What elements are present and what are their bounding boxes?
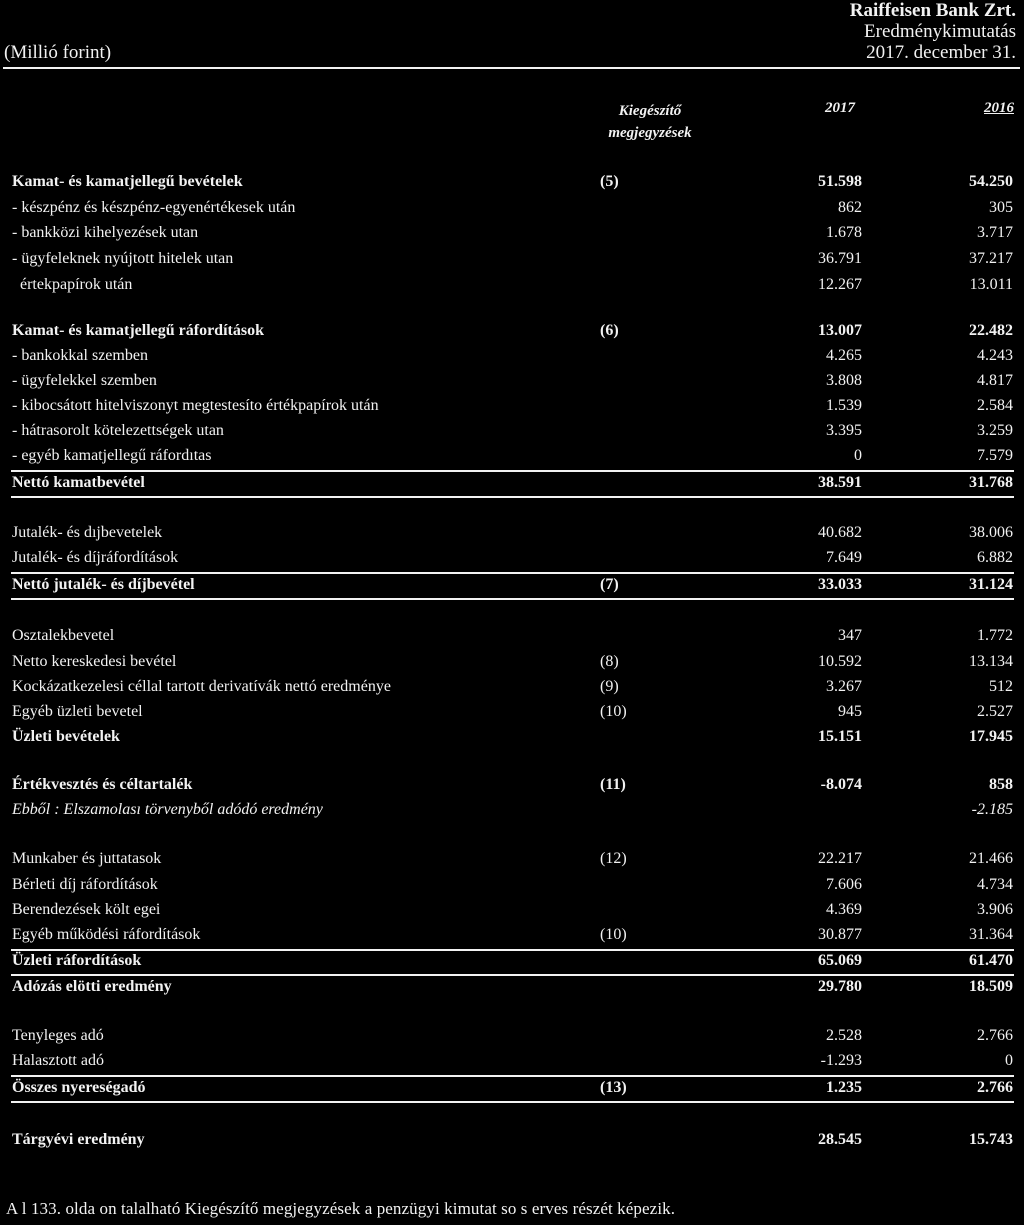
row-value-2016: 31.768: [969, 474, 1013, 491]
row-value-2016: 13.134: [969, 653, 1013, 670]
row-value-2016: 15.743: [969, 1131, 1013, 1148]
subtotal-rule: [11, 974, 1014, 976]
document-header: [850, 0, 1016, 63]
table-row: [0, 876, 1024, 900]
table-row: [0, 678, 1024, 702]
row-value-2016: -2.185: [971, 801, 1013, 818]
subtotal-rule: [11, 1101, 1014, 1103]
row-value-2016: 2.584: [977, 397, 1013, 414]
row-value-2016: 2.766: [977, 1027, 1013, 1044]
subtotal-rule: [11, 1075, 1014, 1077]
table-row: [0, 224, 1024, 248]
row-value-2017: 33.033: [818, 576, 862, 593]
row-value-2016: 18.509: [969, 978, 1013, 995]
row-value-2017: 36.791: [818, 250, 862, 267]
table-row: [0, 474, 1024, 498]
table-row: [0, 250, 1024, 274]
row-label: - készpénz és készpénz-egyenértékesek után: [12, 199, 296, 216]
row-value-2016: 37.217: [969, 250, 1013, 267]
row-label: Összes nyereségadó: [12, 1079, 146, 1096]
row-label: Kamat- és kamatjellegű bevételek: [12, 173, 243, 190]
table-row: [0, 1131, 1024, 1155]
row-value-2016: 512: [989, 678, 1013, 695]
subtotal-rule: [11, 470, 1014, 472]
row-value-2017: 40.682: [818, 524, 862, 541]
row-value-2017: -8.074: [820, 776, 862, 793]
row-label: Egyéb működési ráfordítások: [12, 926, 201, 943]
row-label: - ügyfeleknek nyújtott hitelek utan: [12, 250, 234, 267]
table-row: [0, 703, 1024, 727]
row-label: Munkaber és juttatasok: [12, 850, 162, 867]
row-note: (5): [600, 173, 619, 190]
row-label: értekpapírok után: [20, 276, 133, 293]
row-label: Osztalekbevetel: [12, 627, 115, 644]
row-value-2016: 4.243: [977, 347, 1013, 364]
row-value-2016: 4.734: [977, 876, 1013, 893]
row-label: Berendezések költ egei: [12, 901, 161, 918]
table-row: [0, 322, 1024, 346]
row-value-2016: 6.882: [977, 549, 1013, 566]
row-label: - bankokkal szemben: [12, 347, 148, 364]
row-value-2016: 13.011: [969, 276, 1013, 293]
row-label: Ebből : Elszamolası törvenyből adódó eredmény: [12, 801, 323, 818]
table-row: [0, 524, 1024, 548]
row-value-2016: 31.364: [969, 926, 1013, 943]
row-label: Értékvesztés és céltartalék: [12, 776, 193, 793]
row-value-2017: 862: [838, 199, 862, 216]
row-value-2016: 0: [1005, 1052, 1013, 1069]
row-value-2016: 3.717: [977, 224, 1013, 241]
row-value-2017: 3.395: [826, 422, 862, 439]
row-note: (9): [600, 678, 619, 695]
row-value-2016: 7.579: [977, 447, 1013, 464]
row-value-2017: 1.539: [826, 397, 862, 414]
row-value-2017: 7.649: [826, 549, 862, 566]
row-label: Netto kereskedesi bevétel: [12, 653, 177, 670]
year-2017-header: 2017: [825, 100, 855, 116]
row-value-2017: 0: [854, 447, 862, 464]
row-value-2017: 3.267: [826, 678, 862, 695]
notes-header-line2: megjegyzések: [608, 125, 692, 141]
table-row: [0, 801, 1024, 825]
row-note: (12): [600, 850, 627, 867]
row-label: - ügyfelekkel szemben: [12, 372, 157, 389]
currency-unit: (Millió forint): [4, 42, 112, 63]
row-value-2017: 12.267: [818, 276, 862, 293]
footer-note: A l 133. olda on talalható Kiegészítő megjegyzések a penzügyi kimutat so s erves részét képezik.: [6, 1199, 676, 1218]
subtotal-rule: [11, 496, 1014, 498]
row-value-2016: 17.945: [969, 728, 1013, 745]
row-label: Jutalék- és dıjbevetelek: [12, 524, 163, 541]
row-value-2017: 4.265: [826, 347, 862, 364]
row-label: - egyéb kamatjellegű ráfordıtas: [12, 447, 212, 464]
table-row: [0, 728, 1024, 752]
row-label: Kamat- és kamatjellegű ráfordítások: [12, 322, 264, 339]
row-value-2016: 3.906: [977, 901, 1013, 918]
table-row: [0, 776, 1024, 800]
row-value-2017: 29.780: [818, 978, 862, 995]
row-note: (8): [600, 653, 619, 670]
row-value-2016: 2.527: [977, 703, 1013, 720]
row-note: (11): [600, 776, 626, 793]
row-value-2016: 31.124: [969, 576, 1013, 593]
table-row: [0, 952, 1024, 976]
company-name: Raiffeisen Bank Zrt.: [849, 0, 1016, 21]
table-row: [0, 372, 1024, 396]
table-row: [0, 276, 1024, 300]
row-value-2017: 7.606: [826, 876, 862, 893]
row-note: (7): [600, 576, 619, 593]
row-value-2016: 1.772: [977, 627, 1013, 644]
statement-title: Eredménykimutatás: [864, 21, 1016, 42]
row-value-2016: 61.470: [969, 952, 1013, 969]
notes-column-header: [580, 100, 720, 144]
table-row: [0, 549, 1024, 573]
row-value-2016: 54.250: [969, 173, 1013, 190]
row-note: (10): [600, 703, 627, 720]
row-value-2017: 15.151: [818, 728, 862, 745]
row-value-2016: 2.766: [977, 1079, 1013, 1096]
row-value-2017: 3.808: [826, 372, 862, 389]
row-label: Tárgyévi eredmény: [12, 1131, 145, 1148]
table-row: [0, 926, 1024, 950]
row-note: (6): [600, 322, 619, 339]
row-value-2016: 4.817: [977, 372, 1013, 389]
subtotal-rule: [11, 572, 1014, 574]
row-label: Üzleti bevételek: [12, 728, 120, 745]
row-value-2017: 13.007: [818, 322, 862, 339]
row-label: Bérleti díj ráfordítások: [12, 876, 158, 893]
table-row: [0, 397, 1024, 421]
row-value-2017: 1.235: [826, 1079, 862, 1096]
table-row: [0, 447, 1024, 471]
row-note: (10): [600, 926, 627, 943]
table-row: [0, 422, 1024, 446]
row-value-2017: 347: [838, 627, 862, 644]
subtotal-rule: [11, 949, 1014, 951]
row-value-2016: 21.466: [969, 850, 1013, 867]
row-label: Tenyleges adó: [12, 1027, 104, 1044]
row-value-2017: 2.528: [826, 1027, 862, 1044]
row-note: (13): [600, 1079, 627, 1096]
row-label: Adózás elötti eredmény: [12, 978, 172, 995]
header-divider: [3, 67, 1020, 69]
table-row: [0, 901, 1024, 925]
row-value-2017: -1.293: [820, 1052, 862, 1069]
row-value-2017: 51.598: [818, 173, 862, 190]
row-label: Egyéb üzleti bevetel: [12, 703, 143, 720]
row-value-2016: 38.006: [969, 524, 1013, 541]
row-label: - hátrasorolt kötelezettségek utan: [12, 422, 224, 439]
row-value-2016: 22.482: [969, 322, 1013, 339]
row-value-2016: 305: [989, 199, 1013, 216]
table-row: [0, 978, 1024, 1002]
row-value-2017: 10.592: [818, 653, 862, 670]
subtotal-rule: [11, 598, 1014, 600]
table-row: [0, 1052, 1024, 1076]
table-row: [0, 199, 1024, 223]
row-label: Jutalék- és díjráfordítások: [12, 549, 179, 566]
table-row: [0, 576, 1024, 600]
table-row: [0, 627, 1024, 651]
row-value-2017: 945: [838, 703, 862, 720]
row-label: Kockázatkezelesi céllal tartott derivatívák nettó eredménye: [12, 678, 391, 695]
row-value-2016: 3.259: [977, 422, 1013, 439]
table-row: [0, 347, 1024, 371]
row-value-2017: 30.877: [818, 926, 862, 943]
row-value-2017: 38.591: [818, 474, 862, 491]
row-value-2017: 28.545: [818, 1131, 862, 1148]
table-row: [0, 173, 1024, 197]
table-row: [0, 1079, 1024, 1103]
row-label: Üzleti ráfordítások: [12, 952, 142, 969]
notes-header-line1: Kiegészítő: [618, 103, 682, 119]
row-label: Nettó jutalék- és díjbevétel: [12, 576, 195, 593]
row-value-2017: 65.069: [818, 952, 862, 969]
table-row: [0, 850, 1024, 874]
table-row: [0, 653, 1024, 677]
row-value-2016: 858: [989, 776, 1013, 793]
table-row: [0, 1027, 1024, 1051]
row-label: - bankközi kihelyezések utan: [12, 224, 199, 241]
row-label: Halasztott adó: [12, 1052, 104, 1069]
row-value-2017: 4.369: [826, 901, 862, 918]
row-value-2017: 22.217: [818, 850, 862, 867]
row-label: - kibocsátott hitelviszonyt megtestesíto értékpapírok után: [12, 397, 379, 414]
row-value-2017: 1.678: [826, 224, 862, 241]
statement-date: 2017. december 31.: [866, 42, 1016, 63]
year-2016-header: 2016: [984, 100, 1014, 116]
row-label: Nettó kamatbevétel: [12, 474, 145, 491]
